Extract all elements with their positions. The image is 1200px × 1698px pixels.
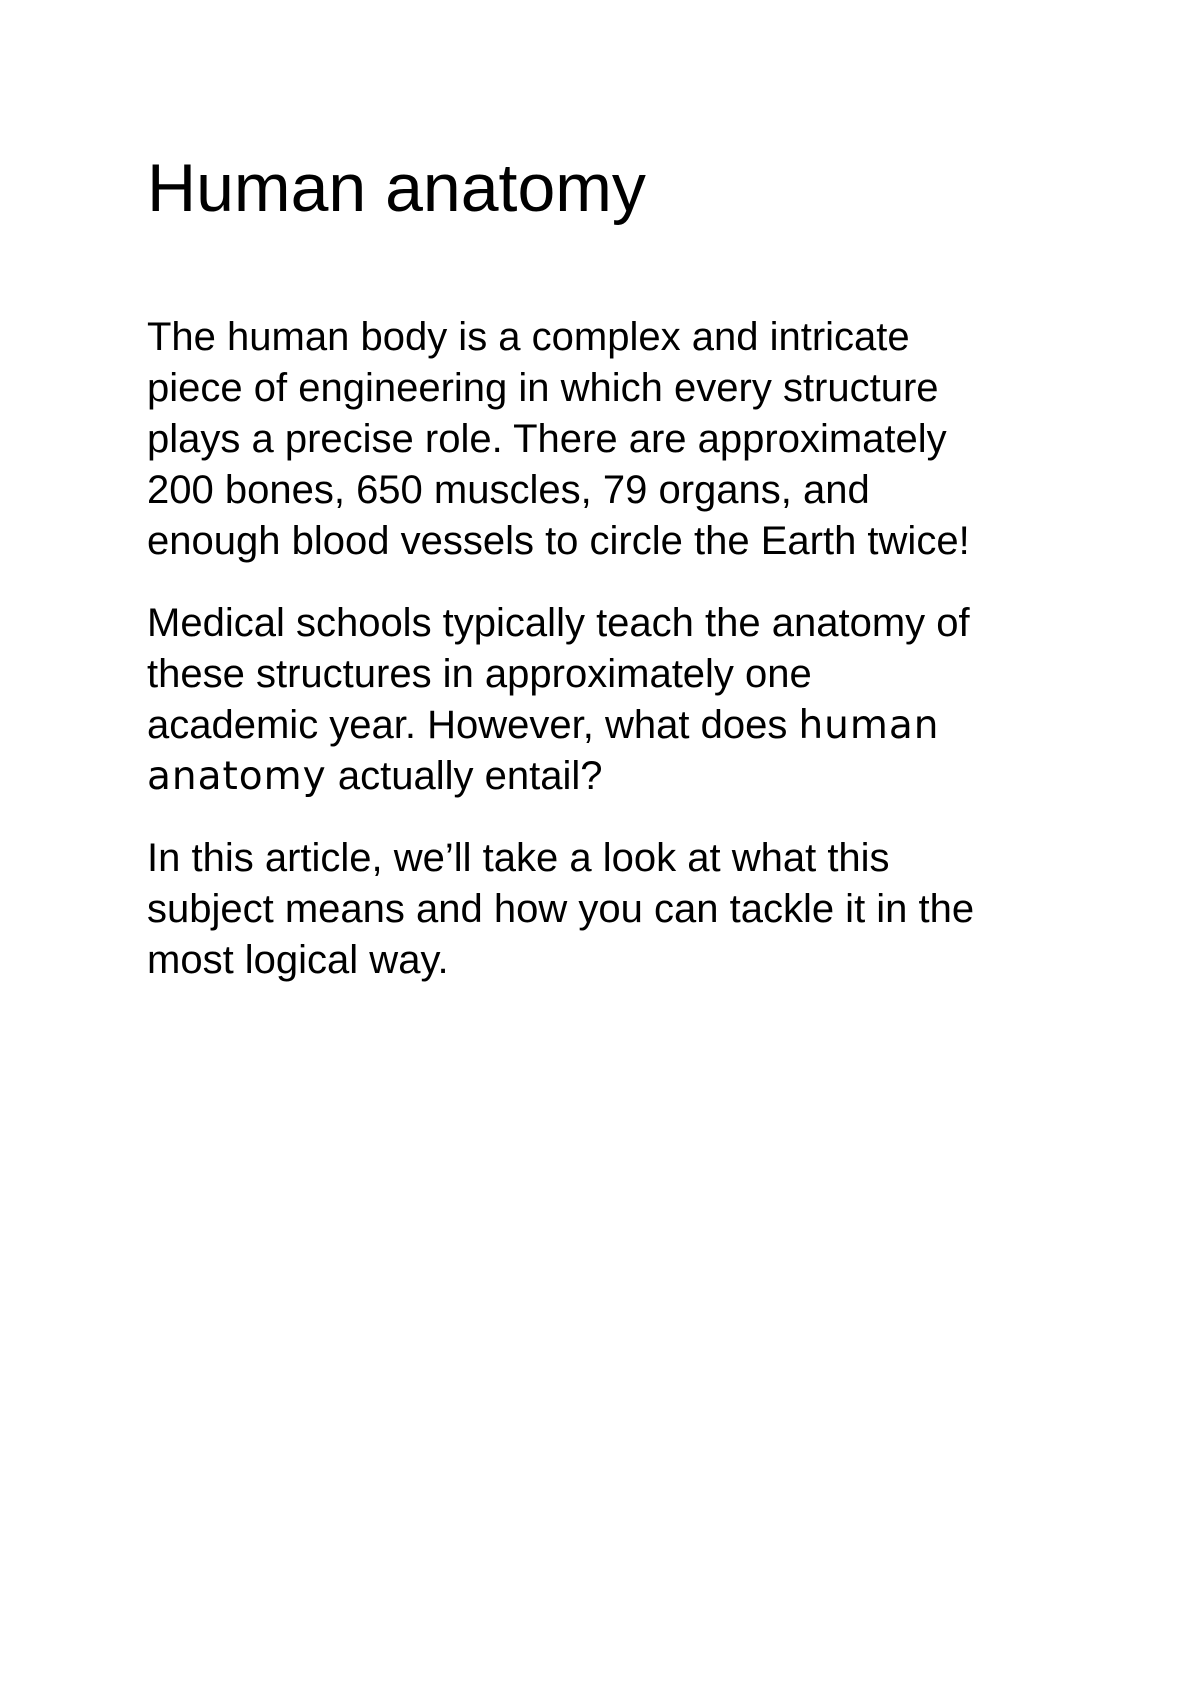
paragraph-line: enough blood vessels to circle the Earth twice!	[147, 519, 970, 563]
paragraph-text: actually entail?	[326, 754, 603, 798]
emphasized-term: human	[798, 703, 940, 748]
paragraph-line	[147, 700, 1077, 751]
paragraph-line: 200 bones, 650 muscles, 79 organs, and	[147, 468, 870, 512]
paragraph-line: plays a precise role. There are approximately	[147, 417, 947, 461]
paragraph-line	[147, 751, 1077, 802]
paragraph-intro	[147, 312, 1077, 567]
paragraph-line: these structures in approximately one	[147, 652, 812, 696]
paragraph-curriculum	[147, 598, 1077, 802]
paragraph-line: piece of engineering in which every structure	[147, 366, 939, 410]
emphasized-term: anatomy	[147, 754, 327, 799]
paragraph-line: The human body is a complex and intricate	[147, 315, 910, 359]
document-title: Human anatomy	[147, 150, 646, 226]
paragraph-line: In this article, we’ll take a look at what this	[147, 836, 890, 880]
paragraph-outline	[147, 833, 1077, 986]
paragraph-line: most logical way.	[147, 938, 449, 982]
article-body	[147, 312, 1077, 1017]
paragraph-text: academic year. However, what does	[147, 703, 799, 747]
paragraph-line: Medical schools typically teach the anatomy of	[147, 601, 970, 645]
paragraph-line: subject means and how you can tackle it in the	[147, 887, 975, 931]
